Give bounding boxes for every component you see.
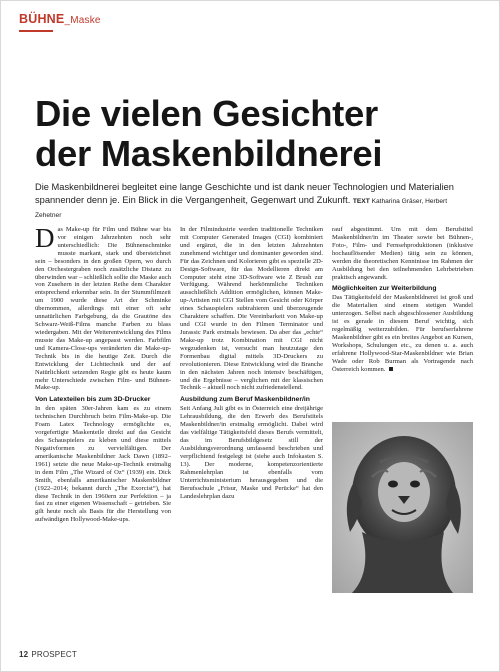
credit-label: TEXT	[352, 197, 370, 205]
title-line-2: der Maskenbildnerei	[35, 133, 383, 174]
section-name: BÜHNE	[19, 12, 65, 26]
section-rule	[19, 30, 53, 32]
credit-authors: Katharina Gräser, Herbert Zehetner	[35, 197, 448, 219]
paragraph: Seit Anfang Juli gibt es in Österreich eine dreijährige Lehrausbildung, die den Erwerb des Berufstitels Maskenbildner/in erstmalig ermöglicht. Dabei wird das vielfältige Tätigkeitsfeld dieses Berufs vermittelt, das im Berufsbildgesetz still der Ausbildungsverordnung umfassend beschrieben und verpflichtend festgelegt ist (siehe auch Infokasten S. 13). Der moderne, kompetenzorientierte Rahmenlehrplan ist ebenfalls vom Unterrichtsministerium herausgegeben und die Berufsschule „Frisur, Maske und Perücke“ hat den Landeslehrplan dazu	[180, 405, 323, 500]
paragraph-text: as Make-up für Film und Bühne war bis vor einigen Jahrzehnten noch sehr unterschiedlich: Die Bühnenschminke musste markant, stark und übersteichnet sein – besonders in den großen Opern, wo durch den Orchestergraben noch zusätzliche Distanz zu überwinden war – schließlich sollte die Maske auch von Zusehern in der letzten Reihe dem Charakter entsprechend erkennbar sein. In der Stummfilmzeit um 1900 wurde diese Art der Schminke übernommen, allerdings mit einer oft sehr unnatürlichen Farbgebung, da die Grautöne des Schwarz-Weiß-Films manche Farben zu blass wiedergaben. Mit der Weiterentwicklung des Films musste das Make-up angepasst werden. Farbfilm und Kamera-Close-ups veränderten die Make-up-Technik bis in die heutige Zeit. Durch die Entwicklung der Lichttechnik und der auf Natürlichkeit setzenden Regie gibt es heute kaum mehr Unterschiede zwischen Film- und Bühnen-Make-up.	[35, 226, 171, 392]
article-lead	[35, 181, 473, 223]
paragraph: In den späten 30er-Jahren kam es zu einem technischen Durchbruch beim Film-Make-up. Die Foam Latex Technology ermöglichte es, vorgefertigte Maskenteile direkt auf das Gesicht des Schauspielers zu kleben und diese mittels Negativformen zu vervielfältigen. Der amerikanische Maskenbildner Jack Dawn (1892–1961) setzte die neue Make-up-Technik erstmalig in dem Film „The Wizard of Oz“ (1939) ein. Dick Smith, ebenfalls amerikanischer Maskenbildner (1922–2014; bekannt durch „The Exorcist“), hat diese Technik in den 1960ern zur Perfektion – ja fast zu einer eigenen Wissenschaft – getrieben. Sie gilt heute noch als Basis für die Herstellung von aufwändigen Hollywood-Make-ups.	[35, 405, 171, 524]
paragraph-text: Das Tätigkeitsfeld der Maskenbildnerei ist groß und die Materialien sind einem stetigen Wandel unterzogen. Selbst nach abgeschlossener Ausbildung ist es gerade in diesem Beruf wichtig, sich regelmäßig weiterzubilden. Für berufserfahrene Maskenbildner gibt es ein breites Angebot an Kursen, Workshops, Schulungen etc., zu denen u. a. auch erfahrene Hollywood-Star-Maskenbildner wie Brian Wade oder Rob Burman als Vortragende nach Österreich kommen.	[332, 294, 473, 373]
paragraph: In der Filmindustrie werden traditionelle Techniken mit Computer Generated Images (CGI) kombiniert und ergänzt, die in den letzten Jahrzehnten zunehmend wichtiger und dominanter geworden sind. Für das Zeichnen und Kolorieren gibt es spezielle 2D-Design-Software, für das Modellieren direkt am Computer steht eine 3D-Software wie Z Brush zur Verfügung. Während herkömmliche Techniken ausschließlich Addition ermöglichen, können Make-up-Artisten mit CGI Stellen vom Gesicht oder Körper eines Schauspielers subtrahieren und überzeugende Charaktere schaffen. Die Vereinbarkeit von Make-up und CGI wurde in den Filmen Terminator und Jurassic Park erstmals bewiesen. Da aber das „echte“ Make-up trotz Kombination mit CGI nicht wegzudenken ist, versucht man heutzutage den Formenbau digital mittels 3D-Druckers zu revolutionieren. Diese Entwicklung wird die Branche in den nächsten Jahren noch intensiv beschäftigen, und die Ergebnisse – verglichen mit der klassischen Technik – aktuell noch nicht zufriedenstellend.	[180, 226, 323, 392]
end-mark-icon	[389, 367, 393, 371]
photo-illustration	[332, 422, 473, 593]
paragraph	[35, 223, 171, 392]
magazine-name: PROSPECT	[31, 650, 77, 659]
text-column-1	[35, 223, 171, 524]
drop-cap: D	[35, 223, 55, 253]
paragraph	[332, 294, 473, 373]
lion-costume-photo	[332, 422, 473, 593]
subheading: Möglichkeiten zur Weiterbildung	[332, 285, 437, 293]
subsection-name: Maske	[70, 15, 101, 26]
subheading: Von Latexteilen bis zum 3D-Drucker	[35, 396, 151, 404]
lead-text: Die Maskenbildnerei begleitet eine lange Geschichte und ist dank neuer Technologien und Materialien spannender denn je. Ein Blick in die Vergangenheit, Gegenwart und Zukunft.	[35, 182, 454, 205]
subheading: Ausbildung zum Beruf Maskenbildner/in	[180, 396, 310, 404]
title-line-1: Die vielen Gesichter	[35, 93, 378, 134]
page-number: 12	[19, 650, 29, 659]
page-footer	[19, 650, 77, 659]
text-column-3	[332, 226, 473, 374]
text-column-2	[180, 226, 323, 500]
section-separator: _	[64, 15, 71, 26]
article-title	[35, 94, 475, 174]
paragraph: rauf abgestimmt. Um mit dem Berufstitel Maskenbildner/in im Theater sowie bei Bühnen-, Foto-, Film- und Fernsehproduktionen (inklusive hochauflösender Medien) tätig sein zu können, werden die theoretischen Kenntnisse im Rahmen der Ausbildung bei den teilnehmenden Lehrbetrieben praktisch angewandt.	[332, 226, 473, 281]
section-label	[19, 12, 101, 26]
